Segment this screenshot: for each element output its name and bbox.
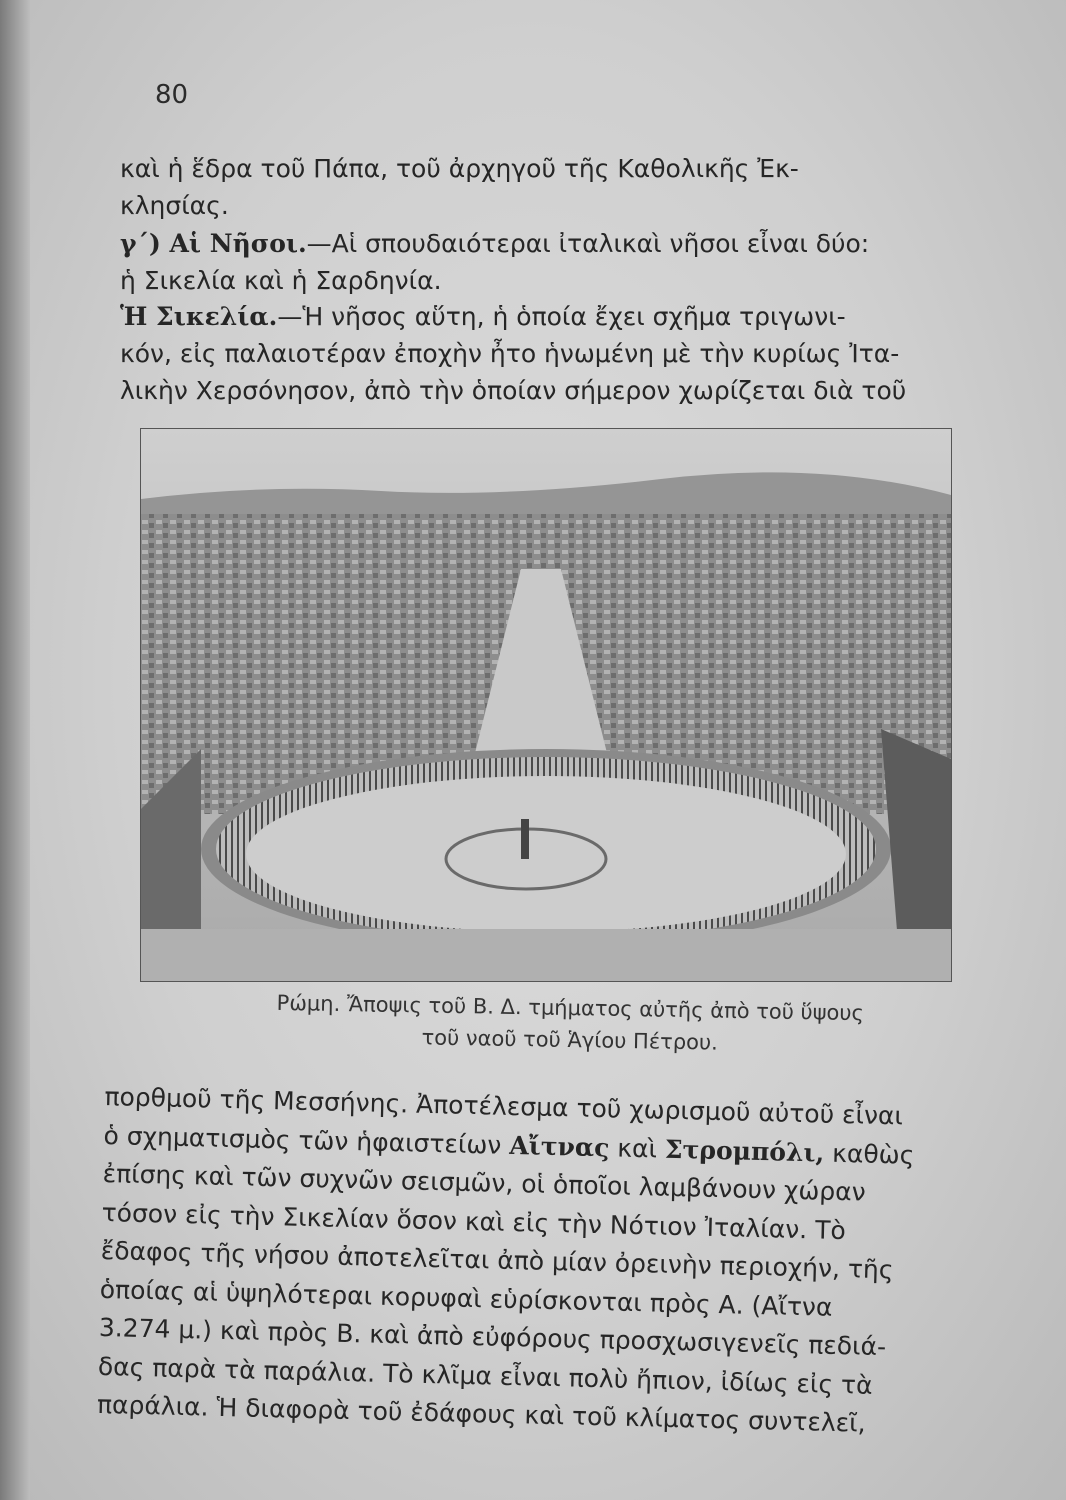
photo-caption	[199, 986, 940, 1063]
text-line: ὁποίας αἱ ὑψηλότεραι κορυφαὶ εὑρίσκονται πρὸς Α. (Αἴτνα	[99, 1274, 833, 1322]
text-line: παράλια. Ἡ διαφορὰ τοῦ ἐδάφους καὶ τοῦ κλίματος συντελεῖ,	[96, 1389, 867, 1438]
photo-st-peters-square	[140, 428, 952, 982]
volcano-name-etna: Αἴτνας	[508, 1130, 610, 1162]
paragraph-sicily	[120, 298, 1000, 409]
text-line: τόσον εἰς τὴν Σικελίαν ὅσον καὶ εἰς τὴν Νότιον Ἰταλίαν. Τὸ	[101, 1197, 847, 1245]
text-span: —Αἱ σπουδαιότεραι ἰταλικαὶ νῆσοι εἶναι δύο:	[306, 229, 870, 258]
text-span: —Ἡ νῆσος αὕτη, ἡ ὁποία ἔχει σχῆμα τριγωνι-	[277, 302, 846, 331]
text-line: 3.274 μ.) καὶ πρὸς Β. καὶ ἀπὸ εὐφόρους προσχωσιγενεῖς πεδιά-	[98, 1312, 887, 1362]
caption-line: Ρώμη. Ἄποψις τοῦ Β. Δ. τμήματος αὐτῆς ἀπὸ τοῦ ὕψους	[276, 990, 865, 1026]
paragraph-sicily-continued	[97, 1078, 985, 1446]
text-line: ἐπίσης καὶ τῶν συχνῶν σεισμῶν, οἱ ὁποῖοι λαμβάνουν χώραν	[102, 1158, 867, 1207]
paragraph-vatican-end	[120, 150, 1000, 224]
caption-line: τοῦ ναοῦ τοῦ Ἁγίου Πέτρου.	[421, 1025, 719, 1055]
text-line: δας παρὰ τὰ παράλια. Τὸ κλῖμα εἶναι πολὺ ἤπιον, ἰδίως εἰς τὰ	[97, 1351, 873, 1400]
paragraph-islands	[120, 225, 1000, 299]
page-number: 80	[155, 80, 189, 110]
text-line: κόν, εἰς παλαιοτέραν ἐποχὴν ἦτο ἡνωμένη μὲ τὴν κυρίως Ἰτα-	[120, 339, 900, 368]
page-edge-shadow	[0, 0, 30, 1500]
text-line: πορθμοῦ τῆς Μεσσήνης. Ἀποτέλεσμα τοῦ χωρισμοῦ αὐτοῦ εἶναι	[104, 1081, 904, 1131]
text-span: καὶ	[609, 1132, 666, 1164]
text-span: ὁ σχηματισμὸς τῶν ἡφαιστείων	[103, 1120, 510, 1160]
text-line	[120, 298, 1000, 335]
text-line: ἡ Σικελία καὶ ἡ Σαρδηνία.	[120, 266, 442, 295]
section-heading-islands: γ΄) Αἱ Νῆσοι.	[120, 229, 307, 258]
text-line: καὶ ἡ ἕδρα τοῦ Πάπα, τοῦ ἀρχηγοῦ τῆς Καθολικῆς Ἐκ-	[120, 154, 799, 183]
section-heading-sicily: Ἡ Σικελία.	[120, 302, 278, 331]
text-line: ἔδαφος τῆς νήσου ἀποτελεῖται ἀπὸ μίαν ὀρεινὴν περιοχήν, τῆς	[100, 1235, 894, 1285]
text-line: κλησίας.	[120, 191, 229, 220]
volcano-name-stromboli: Στρομπόλι,	[664, 1134, 825, 1168]
text-line: λικὴν Χερσόνησον, ἀπὸ τὴν ὁποίαν σήμερον χωρίζεται διὰ τοῦ	[120, 376, 907, 405]
text-line	[120, 225, 1000, 262]
text-span: καθὼς	[823, 1138, 915, 1170]
